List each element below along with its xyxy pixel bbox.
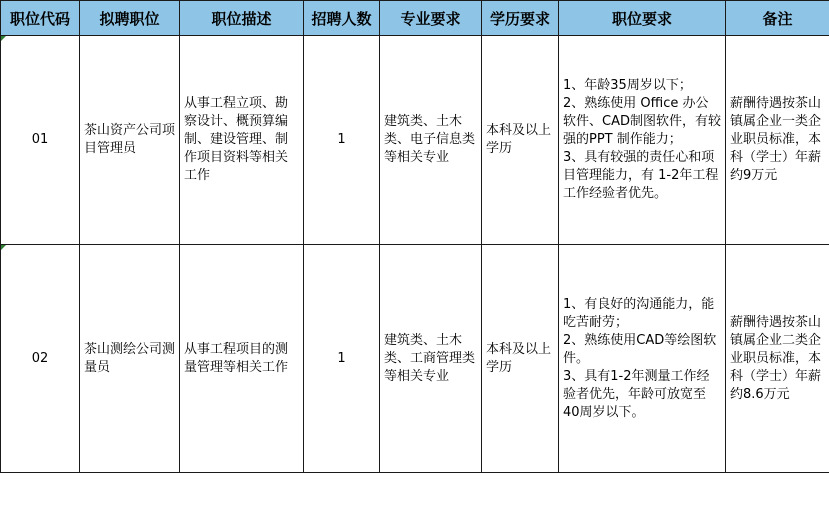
header-remark: 备注 (726, 1, 829, 36)
cell-position: 茶山资产公司项目管理员 (80, 36, 180, 245)
table-row (1, 245, 829, 473)
requirement-line: 3、具有1-2年测量工作经验者优先，年龄可放宽至40周岁以下。 (563, 368, 710, 420)
cell-requirements (559, 36, 726, 245)
cell-education: 本科及以上学历 (482, 36, 559, 245)
requirement-line: 2、熟练使用 Office 办公软件、CAD制图软件，有较强的PPT 制作能力； (563, 96, 721, 147)
requirement-line: 1、年龄35周岁以下； (563, 78, 692, 93)
requirement-line: 3、具有较强的责任心和项目管理能力，有 1-2年工程工作经验者优先。 (563, 150, 719, 201)
header-code: 职位代码 (1, 1, 80, 36)
requirement-line: 1、有良好的沟通能力，能吃苦耐劳； (563, 296, 715, 330)
cell-requirements (559, 245, 726, 473)
header-position: 拟聘职位 (80, 1, 180, 36)
cell-code: 02 (1, 245, 80, 473)
cell-remark: 薪酬待遇按茶山镇属企业一类企业职员标准，本科（学士）年薪约9万元 (726, 36, 829, 245)
cell-description: 从事工程立项、勘察设计、概预算编制、建设管理、制作项目资料等相关工作 (180, 36, 304, 245)
header-major: 专业要求 (380, 1, 482, 36)
cell-education: 本科及以上学历 (482, 245, 559, 473)
requirement-line: 2、熟练使用CAD等绘图软件。 (563, 332, 717, 366)
cell-count: 1 (304, 36, 380, 245)
header-count: 招聘人数 (304, 1, 380, 36)
cell-description: 从事工程项目的测量管理等相关工作 (180, 245, 304, 473)
header-education: 学历要求 (482, 1, 559, 36)
cell-major: 建筑类、土木类、电子信息类等相关专业 (380, 36, 482, 245)
table-row (1, 36, 829, 245)
cell-code: 01 (1, 36, 80, 245)
header-description: 职位描述 (180, 1, 304, 36)
header-requirements: 职位要求 (559, 1, 726, 36)
cell-count: 1 (304, 245, 380, 473)
cell-remark: 薪酬待遇按茶山镇属企业二类企业职员标准，本科（学士）年薪约8.6万元 (726, 245, 829, 473)
header-row (1, 1, 829, 36)
cell-major: 建筑类、土木类、工商管理类等相关专业 (380, 245, 482, 473)
cell-position: 茶山测绘公司测量员 (80, 245, 180, 473)
